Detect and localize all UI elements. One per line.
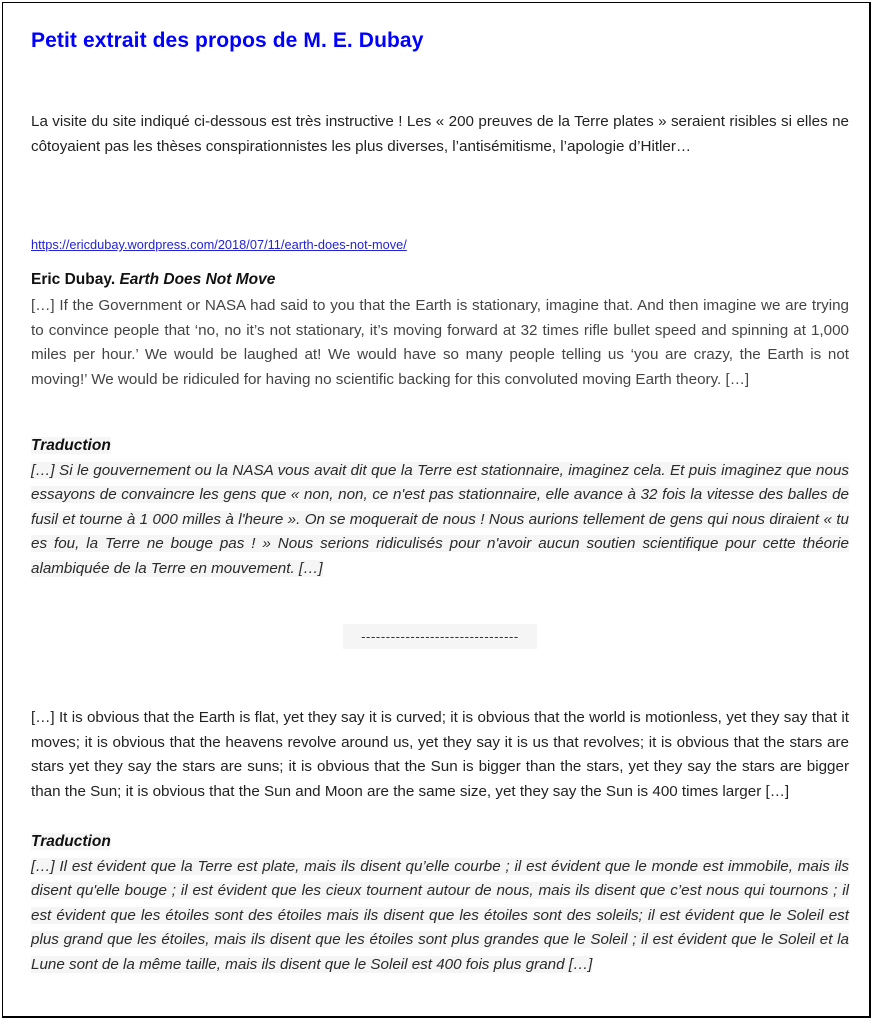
english-quote-1: […] If the Government or NASA had said to you that the Earth is stationary, imagine that. And then imagine we are trying to convince people that ‘no, no it’s not stationary, it’s moving forward at 32 times rifle bullet speed and spinning at 1,000 miles per hour.’ We would be laughed at! We would have so many people telling us ‘you are crazy, the Earth is not moving!’ We would be ridiculed for having no scientific backing for this convoluted moving Earth theory. […] bbox=[31, 297, 849, 388]
translation-block-1 bbox=[31, 434, 849, 582]
page-title: Petit extrait des propos de M. E. Dubay bbox=[31, 29, 424, 52]
translation-label-2: Traduction bbox=[31, 833, 111, 850]
source-author: Eric Dubay. bbox=[31, 271, 116, 288]
intro-paragraph: La visite du site indiqué ci-dessous est très instructive ! Les « 200 preuves de la Terre plates » seraient risibles si elles ne côtoyaient pas les thèses conspirationnistes les plus diverses, l’antisémitisme, l’apologie d’Hitler… bbox=[31, 113, 849, 155]
translation-label-1: Traduction bbox=[31, 437, 111, 454]
document-page bbox=[2, 2, 871, 1018]
source-citation bbox=[31, 271, 849, 289]
translation-block-2 bbox=[31, 830, 849, 978]
english-quote-2: […] It is obvious that the Earth is flat, yet they say it is curved; it is obvious that the world is motionless, yet they say that it moves; it is obvious that the heavens revolve around us, yet they say it is us that revolves; it is obvious that the stars are stars yet they say the stars are suns; it is obvious that the Sun is bigger than the stars, yet they say the stars are bigger than the Sun; it is obvious that the Sun and Moon are the same size, yet they say the Sun is 400 times larger […] bbox=[31, 709, 849, 800]
source-work-title: Earth Does Not Move bbox=[119, 271, 276, 288]
source-link[interactable]: https://ericdubay.wordpress.com/2018/07/11/earth-does-not-move/ bbox=[31, 237, 407, 252]
translation-text-1: […] Si le gouvernement ou la NASA vous avait dit que la Terre est stationnaire, imaginez cela. Et puis imaginez que nous essayons de convaincre les gens que « non, non, ce n'est pas stationnaire, elle avance à 32 fois la vitesse des balles de fusil et tourne à 1 000 milles à l'heure ». On se moquerait de nous ! Nous aurions tellement de gens qui nous diraient « tu es fou, la Terre ne bouge pas ! » Nous serions ridiculisés pour n'avoir aucun soutien scientifique pour cette théorie alambiquée de la Terre en mouvement. […] bbox=[31, 461, 849, 577]
translation-text-2: […] Il est évident que la Terre est plate, mais ils disent qu’elle courbe ; il est évident que le monde est immobile, mais ils disent qu'elle bouge ; il est évident que les cieux tournent autour de nous, mais ils disent que c’est nous qui tournons ; il est évident que les étoiles sont des étoiles mais ils disent que les étoiles sont des soleils; il est évident que le Soleil est plus grand que les étoiles, mais ils disent que les étoiles sont plus grandes que le Soleil ; il est évident que le Soleil et la Lune sont de la même taille, mais ils disent que le Soleil est 400 fois plus grand […] bbox=[31, 857, 849, 973]
section-separator: -------------------------------- bbox=[343, 624, 537, 649]
